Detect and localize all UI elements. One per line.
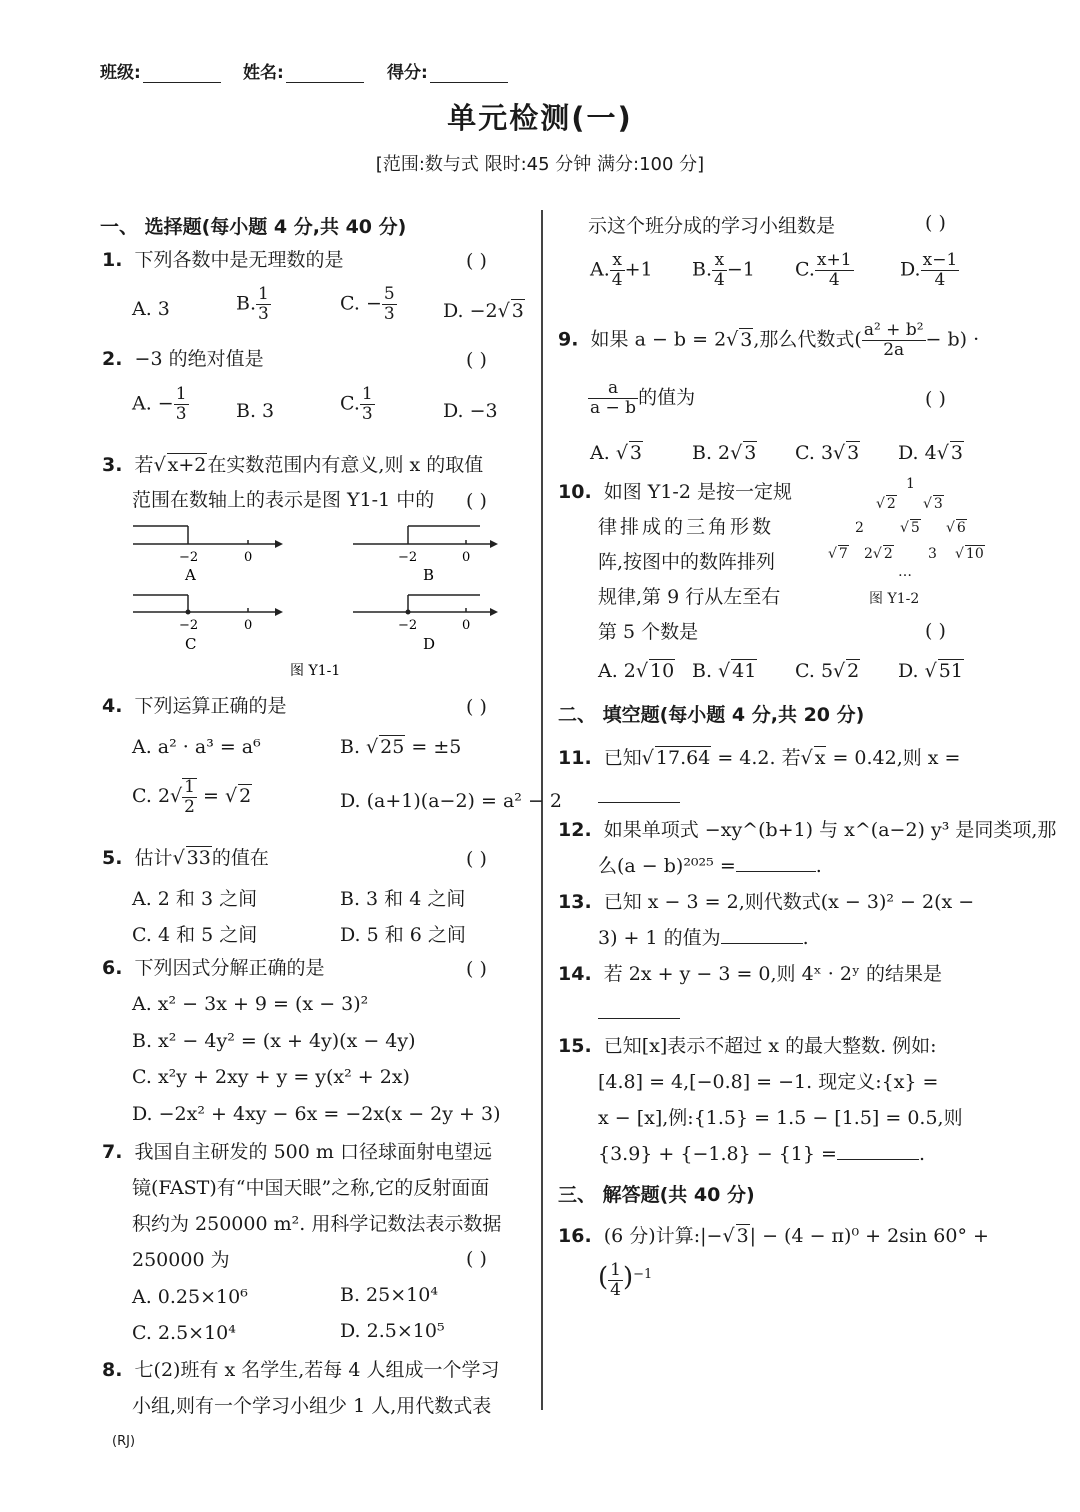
q1-option-d-label: D. −2	[443, 300, 498, 322]
axis-c-caption: C	[185, 635, 197, 653]
q9-number: 9.	[558, 328, 579, 351]
q10-option-d: D. √ 51	[898, 660, 963, 682]
axis-b-label-minus2: −2	[398, 550, 418, 565]
q14-text-line1: 若 2x + y − 3 = 0,则 4ˣ · 2ʸ 的结果是	[603, 963, 943, 985]
q11-answer-blank[interactable]	[598, 786, 680, 803]
triangle-r4b-radicand: 2	[883, 546, 893, 562]
q6-option-b: B. x² − 4y² = (x + 4y)(x − 4y)	[132, 1030, 416, 1052]
q15-text-line4: {3.9} + {−1.8} − {1} =	[598, 1143, 837, 1165]
q12-text-line1: 如果单项式 −xy^(b+1) 与 x^(a−2) y³ 是同类项,那	[603, 819, 1057, 841]
q4-c-num: 1	[184, 777, 195, 797]
q4-b-post: = ±5	[405, 736, 462, 758]
q9-text-pre: 如果 a − b = 2	[590, 328, 727, 351]
number-line-b	[353, 526, 498, 584]
q1-b-num: 1	[258, 284, 269, 304]
q2-option-a-label: A. −	[132, 392, 174, 415]
q13-answer-blank[interactable]	[721, 927, 803, 944]
q2-number: 2.	[102, 348, 123, 370]
triangle-r3a: 2	[855, 520, 864, 536]
q13-number: 13.	[558, 891, 592, 913]
q8-answer-paren[interactable]: ( )	[925, 212, 946, 234]
q10-stem-line5: 第 5 个数是	[598, 621, 699, 643]
q15-text-line1: 已知[x]表示不超过 x 的最大整数. 例如:	[603, 1035, 937, 1057]
q9-option-d: D. 4√ 3	[898, 442, 963, 464]
figure-y1-2	[820, 472, 995, 612]
q9-text-mid: ,那么代数式(	[753, 328, 862, 351]
q9-option-c-label: C. 3	[795, 442, 834, 464]
q2-option-d: D. −3	[443, 400, 498, 422]
q8-d-num: x−1	[922, 250, 958, 270]
q9-a-radicand: 3	[629, 442, 643, 464]
score-blank[interactable]	[430, 66, 508, 83]
triangle-r1: 1	[906, 476, 915, 492]
q4-option-d: D. (a+1)(a−2) = a² − 2	[340, 790, 562, 812]
q15-stem-line2: [4.8] = 4,[−0.8] = −1. 现定义:{x} =	[598, 1071, 939, 1093]
triangle-r4a: √ 7	[828, 546, 848, 562]
q13-text-line1: 已知 x − 3 = 2,则代数式(x − 3)² − 2(x −	[603, 891, 975, 913]
q12-stem-line1	[558, 818, 1056, 842]
q12-answer-blank[interactable]	[736, 855, 816, 872]
q4-option-c: C. 2√ $\frac{1}{2}$ = √ 2	[132, 777, 252, 817]
q9-text-line2: 的值为	[638, 386, 696, 409]
q13-stem-line2	[598, 926, 809, 950]
q3-stem-line2: 范围在数轴上的表示是图 Y1-1 中的	[132, 489, 435, 511]
q4-option-b-label: B.	[340, 736, 367, 758]
q9-d-radicand: 3	[950, 442, 963, 464]
q7-stem-line1	[102, 1140, 492, 1164]
q1-b-den: 3	[258, 304, 269, 324]
q1-option-b	[236, 286, 271, 323]
q6-option-d: D. −2x² + 4xy − 6x = −2x(x − 2y + 3)	[132, 1103, 501, 1125]
axis-d-label-zero: 0	[462, 618, 471, 633]
q11-text-pre: 已知	[603, 747, 642, 769]
q5-option-d: D. 5 和 6 之间	[340, 924, 466, 946]
q7-answer-paren[interactable]: ( )	[466, 1248, 487, 1270]
q8-a-den: 4	[611, 270, 623, 290]
q16-stem-line1: 16. (6 分)计算:|−√ 3| − (4 − π)⁰ + 2sin 60° +	[558, 1225, 989, 1247]
q8-d-den: 4	[934, 270, 946, 290]
q15-stem-line3: x − [x],例:{1.5} = 1.5 − [1.5] = 0.5,则	[598, 1107, 963, 1129]
section-fill-title: 二、 填空题(每小题 4 分,共 20 分)	[558, 704, 865, 726]
section-solve-title: 三、 解答题(共 40 分)	[558, 1184, 755, 1206]
triangle-r2b: √ 3	[923, 496, 943, 512]
q8-stem-line3: 示这个班分成的学习小组数是	[588, 215, 836, 237]
q13-stem-line1	[558, 890, 974, 914]
figure-y1-1	[125, 518, 525, 688]
q5-text-pre: 估计	[134, 847, 173, 869]
q8-option-c	[795, 252, 854, 289]
q4-answer-paren[interactable]: ( )	[466, 696, 487, 718]
q14-stem	[558, 962, 942, 986]
q2-c-den: 3	[361, 404, 373, 424]
q16-text-post: | − (4 − π)⁰ + 2sin 60° +	[749, 1225, 989, 1247]
q13-text-line2: 3) + 1 的值为	[598, 927, 721, 949]
q10-text-line1: 如图 Y1-2 是按一定规	[603, 481, 792, 503]
q3-radicand: x+2	[167, 454, 207, 476]
q9-option-b-label: B. 2	[692, 442, 731, 464]
q9-answer-paren[interactable]: ( )	[925, 388, 946, 410]
q4-option-b: B. √ 25 = ±5	[340, 736, 462, 758]
q12-period: .	[815, 855, 822, 877]
q7-stem-line3: 积约为 250000 m². 用科学记数法表示数据	[132, 1213, 502, 1235]
q15-answer-blank[interactable]	[837, 1143, 919, 1160]
q8-b-post: −1	[726, 258, 755, 281]
axis-a-caption: A	[185, 566, 196, 584]
triangle-r3b: √ 5	[900, 520, 920, 536]
q2-option-b: B. 3	[236, 400, 275, 422]
page-subtitle: [范围:数与式 限时:45 分钟 满分:100 分]	[375, 154, 705, 175]
q9-option-d-label: D. 4	[898, 442, 937, 464]
q2-option-a	[132, 386, 189, 423]
axis-a-label-zero: 0	[244, 550, 253, 565]
score-label: 得分:	[387, 63, 428, 83]
q1-option-a: A. 3	[132, 298, 170, 320]
q8-a-num: x	[610, 252, 625, 271]
number-line-a	[133, 526, 283, 584]
q1-c-den: 3	[383, 304, 395, 324]
q6-number: 6.	[102, 957, 123, 979]
q11-radicand-2: x	[814, 747, 826, 769]
q1-option-c	[340, 286, 397, 323]
q5-number: 5.	[102, 847, 123, 869]
triangle-r2a: √ 2	[876, 496, 896, 512]
q6-answer-paren[interactable]: ( )	[466, 958, 487, 980]
q2-c-num: 1	[361, 384, 373, 404]
q8-stem-line2: 小组,则有一个学习小组少 1 人,用代数式表	[132, 1395, 492, 1417]
q10-stem-line1	[558, 480, 792, 504]
q2-a-num: 1	[175, 384, 187, 404]
q10-stem-line4: 规律,第 9 行从左至右	[598, 586, 781, 608]
name-label: 姓名:	[243, 63, 284, 83]
q10-answer-paren[interactable]: ( )	[925, 620, 946, 642]
q1-answer-paren[interactable]: ( )	[466, 250, 487, 272]
q10-option-d-label: D.	[898, 660, 925, 682]
q9-text-post: − b) ·	[925, 328, 980, 351]
q2-option-c	[340, 386, 375, 423]
q11-radicand-1: 17.64	[655, 747, 711, 769]
q1-number: 1.	[102, 249, 123, 271]
q9-stem-line1: 9. 如果 a − b = 2√ 3,那么代数式( $\frac{\text{a² + b²}}{2a}$ − b) ·	[558, 320, 980, 360]
q7-option-a: A. 0.25×10⁶	[132, 1286, 248, 1308]
q1-option-c-label: C. −	[340, 292, 382, 315]
q12-text-line2: 么(a − b)²⁰²⁵ =	[598, 855, 736, 877]
q10-number: 10.	[558, 481, 592, 503]
q10-a-radicand: 10	[650, 660, 675, 682]
q10-option-c-label: C. 5	[795, 660, 834, 682]
q10-option-a: A. 2√ 10	[598, 660, 675, 682]
q2-text: −3 的绝对值是	[134, 348, 264, 370]
axis-a-label-minus2: −2	[179, 550, 199, 565]
q12-number: 12.	[558, 819, 592, 841]
q7-stem-line2: 镜(FAST)有“中国天眼”之称,它的反射面面	[132, 1177, 490, 1199]
q5-option-a: A. 2 和 3 之间	[132, 888, 258, 910]
q9-frac-num: a² + b²	[863, 320, 924, 340]
triangle-r4d: √ 10	[955, 546, 984, 562]
q8-option-d-label: D.	[900, 258, 921, 281]
section-choice-title: 一、 选择题(每小题 4 分,共 40 分)	[100, 216, 407, 238]
q12-stem-line2	[598, 854, 822, 878]
q14-number: 14.	[558, 963, 592, 985]
footer-edition: (RJ)	[112, 1434, 136, 1449]
score-field	[387, 58, 508, 83]
q4-stem	[102, 694, 287, 718]
q1-text: 下列各数中是无理数的是	[134, 249, 344, 271]
q8-option-b-label: B.	[692, 258, 713, 281]
q9-stem-line2	[588, 380, 695, 417]
q10-d-radicand: 51	[938, 660, 963, 682]
q2-stem	[102, 347, 264, 371]
q8-b-den: 4	[714, 270, 725, 290]
q1-option-b-label: B.	[236, 292, 257, 315]
q8-stem-line1	[102, 1358, 499, 1382]
q6-stem	[102, 956, 325, 980]
q15-stem-line4	[598, 1142, 925, 1166]
q10-option-c: C. 5√ 2	[795, 660, 860, 682]
q5-text-post: 的值在	[211, 847, 269, 869]
q4-c-den: 2	[184, 797, 195, 817]
q10-b-radicand: 41	[732, 660, 757, 682]
triangle-r2a-radicand: 2	[886, 496, 896, 512]
axis-d-label-minus2: −2	[398, 618, 418, 633]
class-blank[interactable]	[143, 66, 221, 83]
name-blank[interactable]	[286, 66, 364, 83]
triangle-r4a-radicand: 7	[838, 546, 848, 562]
q8-option-a-label: A.	[590, 258, 610, 281]
q1-d-radicand: 3	[511, 300, 524, 322]
axis-c-label-zero: 0	[244, 618, 253, 633]
q9-option-b: B. 2√ 3	[692, 442, 757, 464]
q16-frac-num: 1	[610, 1260, 621, 1280]
q7-number: 7.	[102, 1141, 123, 1163]
q4-option-a: A. a² · a³ = a⁶	[132, 736, 261, 758]
q10-stem-line2: 律排成的三角形数	[598, 516, 775, 538]
axis-c-label-minus2: −2	[179, 618, 199, 633]
q15-stem-line1	[558, 1034, 937, 1058]
q7-option-c: C. 2.5×10⁴	[132, 1322, 236, 1344]
q5-option-b: B. 3 和 4 之间	[340, 888, 466, 910]
q6-option-a: A. x² − 3x + 9 = (x − 3)²	[132, 993, 369, 1015]
q8-number: 8.	[102, 1359, 123, 1381]
triangle-r4b: 2√ 2	[864, 546, 893, 562]
q2-a-den: 3	[175, 404, 187, 424]
q16-stem-line2: ( $\frac{1}{4}$ )$^{-1}$	[598, 1260, 653, 1300]
q7-text-line1: 我国自主研发的 500 m 口径球面射电望远	[134, 1141, 492, 1163]
q9-option-a: A. √ 3	[590, 442, 643, 464]
triangle-r2b-radicand: 3	[933, 496, 943, 512]
q5-option-c: C. 4 和 5 之间	[132, 924, 258, 946]
q10-option-a-label: A. 2	[598, 660, 636, 682]
q15-number: 15.	[558, 1035, 592, 1057]
q2-option-c-label: C.	[340, 392, 360, 415]
q1-stem	[102, 248, 344, 272]
q5-radicand: 33	[186, 847, 211, 869]
q10-option-b: B. √ 41	[692, 660, 757, 682]
name-field	[243, 58, 364, 83]
figure-y1-2-caption: 图 Y1-2	[869, 591, 920, 607]
q9-option-a-label: A.	[590, 442, 616, 464]
q16-radicand: 3	[736, 1225, 749, 1247]
q9-option-c: C. 3√ 3	[795, 442, 860, 464]
q7-option-b: B. 25×10⁴	[340, 1284, 438, 1306]
q10-option-b-label: B.	[692, 660, 719, 682]
axis-d-caption: D	[423, 635, 436, 653]
q16-exponent: −1	[633, 1267, 653, 1283]
q8-option-a	[590, 252, 653, 289]
q9-b-radicand: 3	[744, 442, 757, 464]
q4-option-c-label: C. 2	[132, 785, 171, 807]
q11-text-mid: = 4.2. 若	[711, 747, 801, 769]
q9-frac2-num: a	[588, 380, 638, 399]
q4-number: 4.	[102, 695, 123, 717]
q2-answer-paren[interactable]: ( )	[466, 349, 487, 371]
q11-text-post: = 0.42,则 x =	[826, 747, 961, 769]
q4-c-radicand: 2	[239, 785, 252, 807]
q5-answer-paren[interactable]: ( )	[466, 848, 487, 870]
triangle-r3c: √ 6	[946, 520, 966, 536]
axis-b-label-zero: 0	[462, 550, 471, 565]
q3-answer-paren[interactable]: ( )	[466, 490, 487, 512]
q10-stem-line3: 阵,按图中的数阵排列	[598, 551, 776, 573]
triangle-r4d-radicand: 10	[965, 546, 984, 562]
class-label: 班级:	[100, 63, 141, 83]
q11-stem: 11. 已知√ 17.64 = 4.2. 若√ x = 0.42,则 x =	[558, 747, 961, 769]
triangle-r3b-radicand: 5	[910, 520, 920, 536]
q8-option-b	[692, 252, 755, 289]
q8-b-num: x	[712, 252, 727, 271]
q11-number: 11.	[558, 747, 592, 769]
q9-radicand: 3	[740, 328, 753, 351]
q9-c-radicand: 3	[847, 442, 860, 464]
q9-frac-den: 2a	[883, 340, 905, 360]
q1-c-num: 5	[383, 284, 395, 304]
q9-frac2-den: a − b	[590, 398, 637, 418]
q8-a-post: +1	[624, 258, 653, 281]
q7-stem-line4: 250000 为	[132, 1249, 230, 1271]
q1-option-d: D. −2√ 3	[443, 300, 524, 322]
q5-stem: 5. 估计√ 33的值在	[102, 847, 269, 869]
class-field	[100, 58, 221, 83]
number-line-c	[133, 595, 283, 653]
q4-c-post: =	[196, 785, 225, 807]
q8-text-line1: 七(2)班有 x 名学生,若每 4 人组成一个学习	[134, 1359, 500, 1381]
q6-option-c: C. x²y + 2xy + y = y(x² + 2x)	[132, 1066, 410, 1088]
triangle-continuation: …	[898, 564, 912, 580]
q16-number: 16.	[558, 1225, 592, 1247]
q8-option-c-label: C.	[795, 258, 815, 281]
q16-text-pre: (6 分)计算:|−	[603, 1225, 723, 1247]
triangle-r3c-radicand: 6	[956, 520, 966, 536]
q8-option-d	[900, 252, 959, 289]
q15-period: .	[918, 1143, 925, 1165]
q3-text-pre: 若	[134, 454, 154, 476]
triangle-r4c: 3	[928, 546, 937, 562]
q3-stem-line1: 3. 若√ x+2在实数范围内有意义,则 x 的取值	[102, 454, 484, 476]
axis-b-caption: B	[423, 566, 435, 584]
page-title: 单元检测(一)	[447, 101, 633, 135]
number-line-d	[353, 595, 498, 653]
q10-c-radicand: 2	[847, 660, 860, 682]
q6-text: 下列因式分解正确的是	[134, 957, 325, 979]
triangle-r4b-coef: 2	[864, 546, 873, 562]
q3-text-post: 在实数范围内有意义,则 x 的取值	[207, 454, 484, 476]
q8-c-den: 4	[828, 270, 840, 290]
q14-answer-blank[interactable]	[598, 1002, 680, 1019]
q4-b-radicand: 25	[380, 736, 405, 758]
q8-c-num: x+1	[816, 250, 852, 270]
q3-number: 3.	[102, 454, 123, 476]
q16-frac-den: 4	[610, 1280, 621, 1300]
q13-period: .	[802, 927, 809, 949]
q4-text: 下列运算正确的是	[134, 695, 287, 717]
figure-y1-1-caption: 图 Y1-1	[290, 663, 341, 679]
q7-option-d: D. 2.5×10⁵	[340, 1320, 445, 1342]
